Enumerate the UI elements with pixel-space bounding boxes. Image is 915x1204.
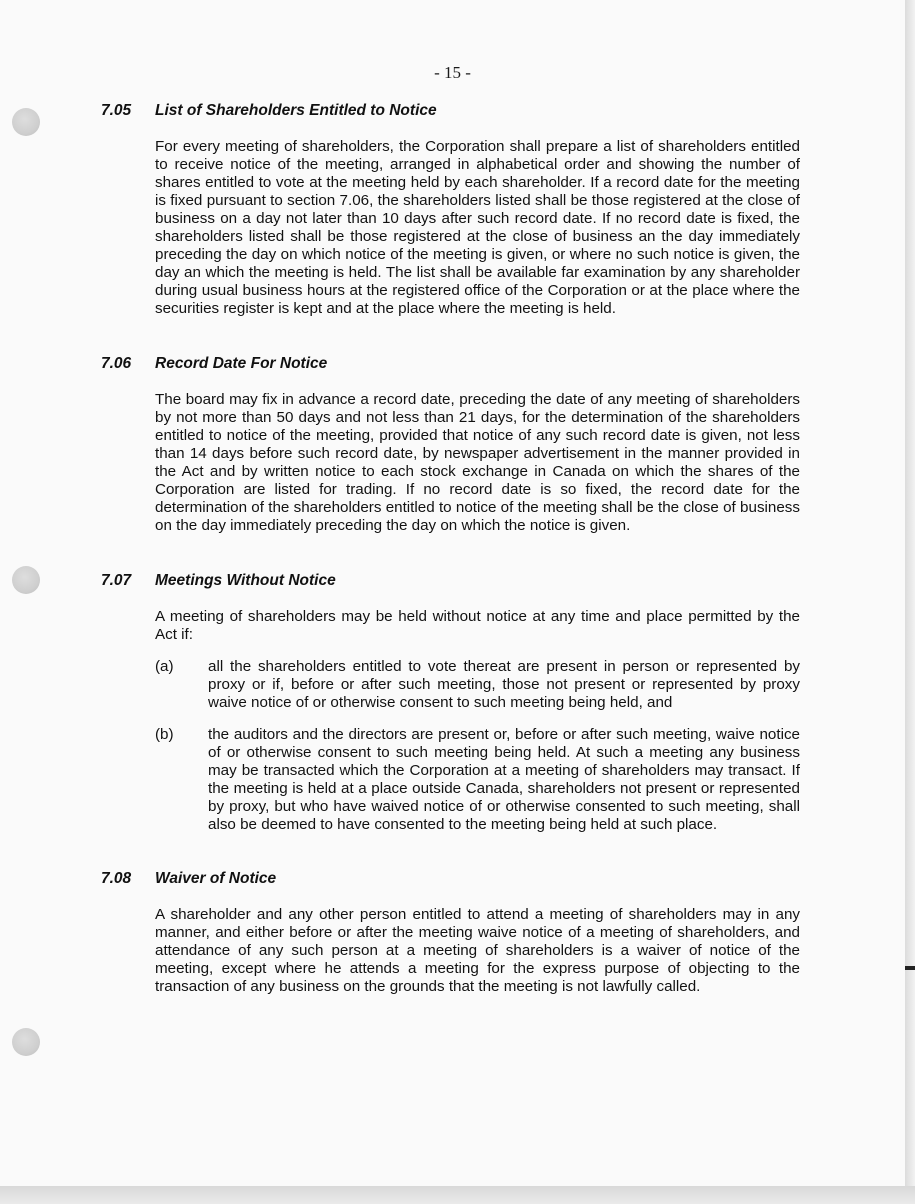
section-body-7-06: The board may fix in advance a record date, preceding the date of any meeting of shareholders by not more than 50 days and not less than 21 days, for the determination of the shareholders entitled to notice of the meeting, provided that notice of any such record date is given, not less than 14 days before such record date, by newspaper advertisement in the manner provided in the Act and by written notice to each stock exchange in Canada on which the shares of the Corporation are listed for trading. If no record date is so fixed, the record date for the determination of the shareholders entitled to notice of the meeting shall be the close of business on the day immediately preceding the day on which the notice is given. xyxy=(155,391,800,534)
scan-edge-mark xyxy=(905,966,915,970)
punch-hole-middle xyxy=(12,566,40,594)
list-item-text-b: the auditors and the directors are present or, before or after such meeting, waive notice of or otherwise consent to such meeting being held. At such a meeting any business may be transacted which the Corporation at a meeting of shareholders may transact. If the meeting is held at a place outside Canada, shareholders not present or represented by proxy, but who have waived notice of or otherwise consented to such meeting, shall also be deemed to have consented to the meeting being held at such place. xyxy=(208,726,800,833)
section-number: 7.06 xyxy=(101,355,132,372)
section-body-7-07: A meeting of shareholders may be held without notice at any time and place permitted by the Act if: xyxy=(155,608,800,643)
section-title: Record Date For Notice xyxy=(155,355,328,372)
section-number: 7.07 xyxy=(101,572,132,589)
section-number: 7.08 xyxy=(101,870,132,887)
page-number: - 15 - xyxy=(434,63,471,82)
section-title: List of Shareholders Entitled to Notice xyxy=(155,102,437,119)
punch-hole-top xyxy=(12,108,40,136)
section-title: Waiver of Notice xyxy=(155,870,277,887)
section-title: Meetings Without Notice xyxy=(155,572,336,589)
list-item-text-a: all the shareholders entitled to vote thereat are present in person or represented by proxy or if, before or after such meeting, those not present or represented by proxy waive notice of or otherwise consent to such meeting being held, and xyxy=(208,658,800,711)
section-body-7-08: A shareholder and any other person entitled to attend a meeting of shareholders may in any manner, and either before or after the meeting waive notice of a meeting of shareholders, and attendance of any such person at a meeting of shareholders is a waiver of notice of the meeting, except where he attends a meeting for the express purpose of objecting to the transaction of any business on the grounds that the meeting is not lawfully called. xyxy=(155,906,800,995)
scan-bottom-edge xyxy=(0,1186,915,1204)
section-body-7-05: For every meeting of shareholders, the Corporation shall prepare a list of shareholders entitled to receive notice of the meeting, arranged in alphabetical order and showing the number of shares entitled to vote at the meeting held by each shareholder. If a record date for the meeting is fixed pursuant to section 7.06, the shareholders listed shall be those registered at the close of business on a day not later than 10 days after such record date. If no record date is fixed, the shareholders listed shall be those registered at the close of business an the day immediately preceding the day on which notice of the meeting is given, or where no such notice is given, the day an which the meeting is held. The list shall be available far examination by any shareholder during usual business hours at the registered office of the Corporation or at the place where the securities register is kept and at the place where the meeting is held. xyxy=(155,138,800,317)
scan-right-edge xyxy=(905,0,915,1204)
list-item-label-a: (a) xyxy=(155,658,174,675)
list-item-label-b: (b) xyxy=(155,726,174,743)
punch-hole-bottom xyxy=(12,1028,40,1056)
section-number: 7.05 xyxy=(101,102,132,119)
